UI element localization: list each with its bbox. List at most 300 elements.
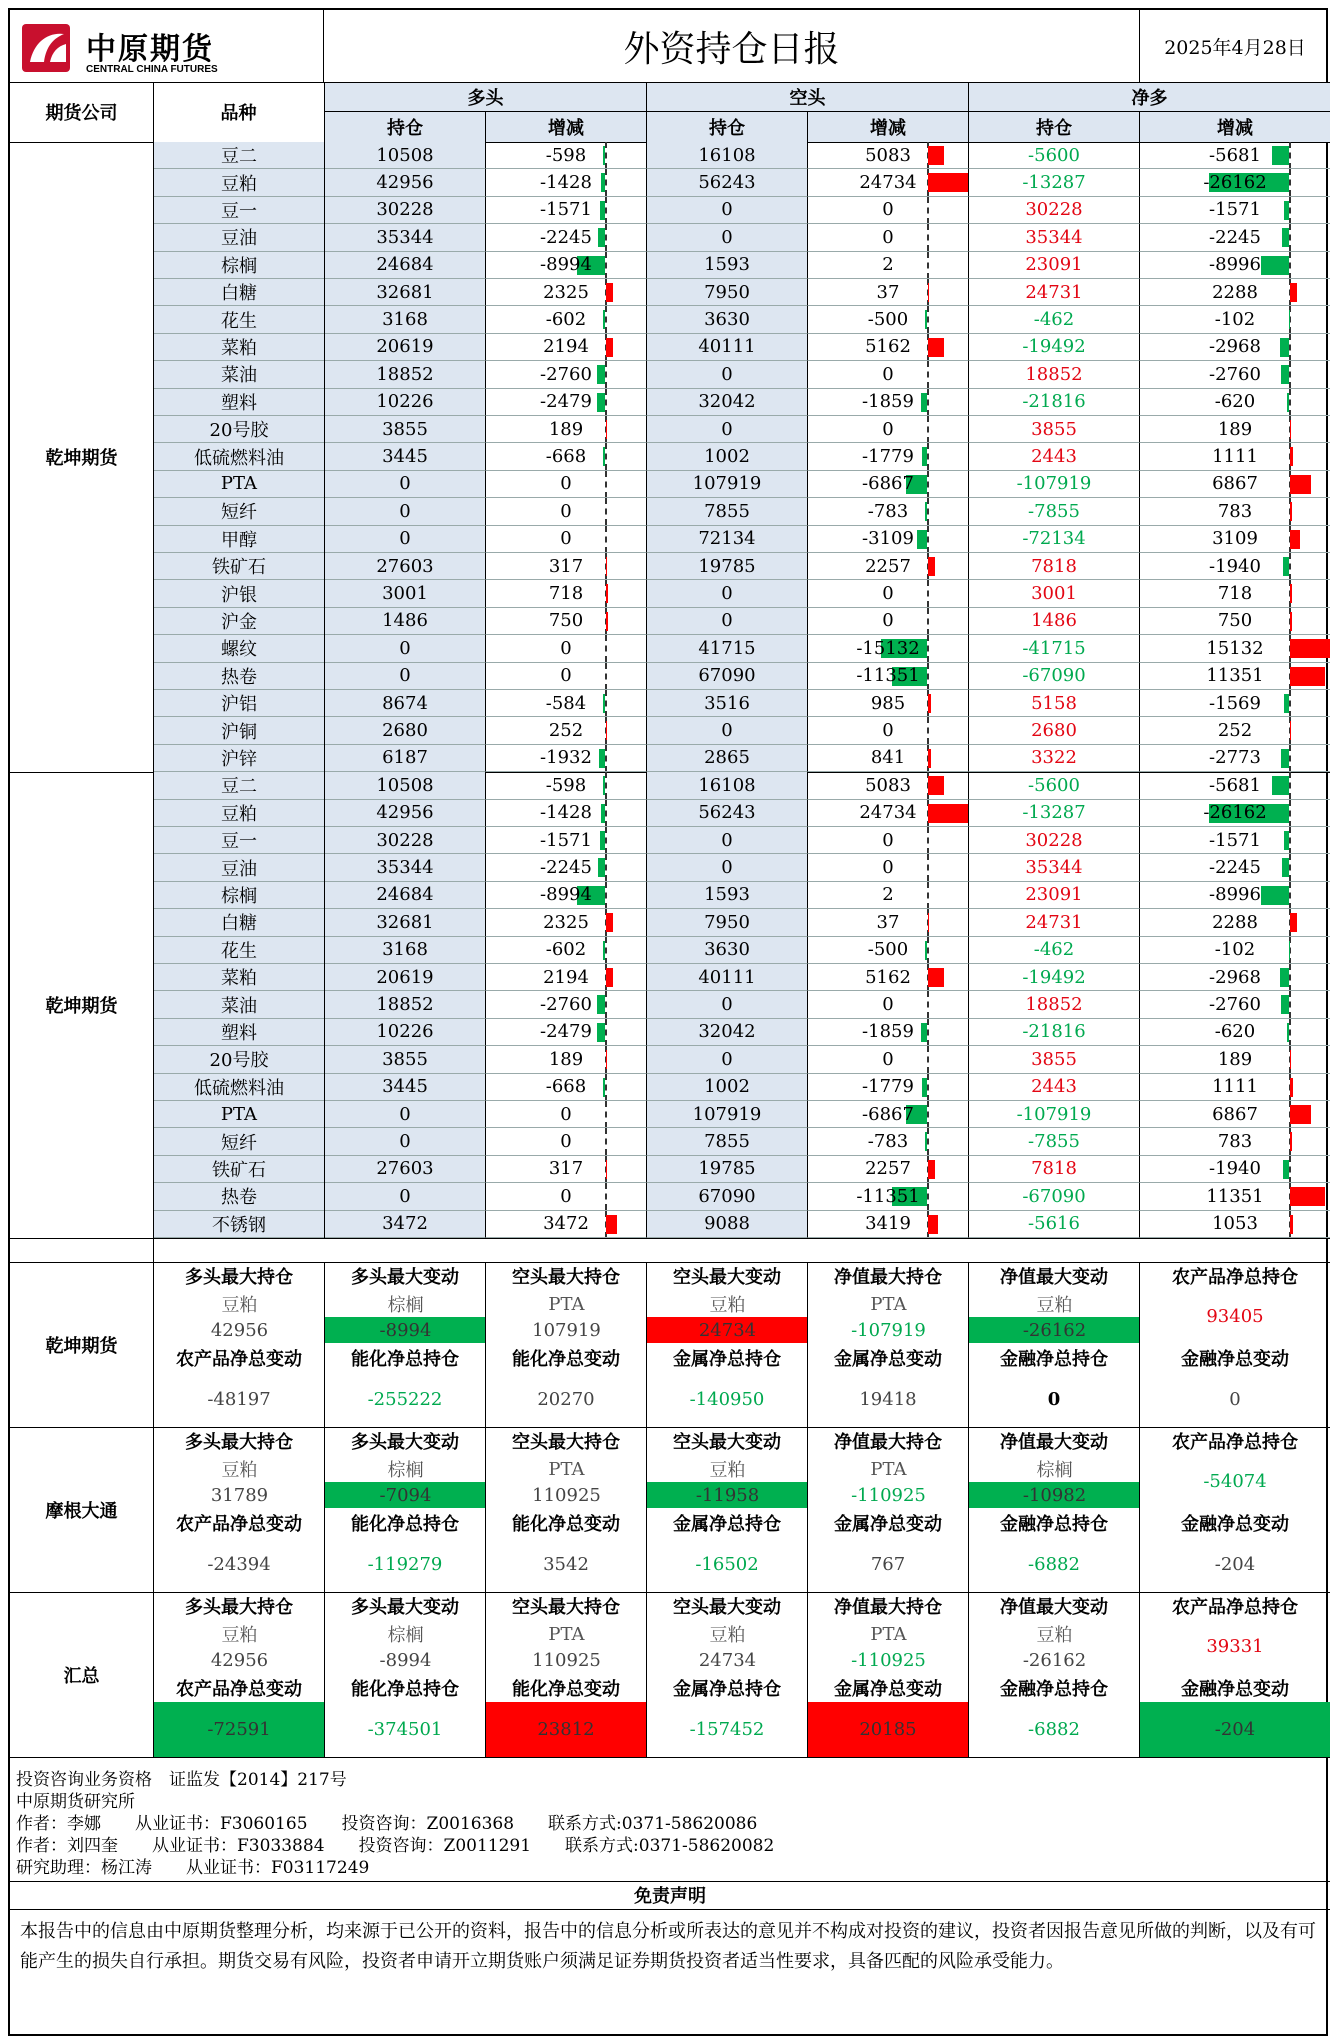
long-position-cell [324,553,485,580]
long-position-cell [324,498,485,525]
net-position-cell [968,1183,1139,1210]
short-change-cell [807,416,968,443]
zero-axis [605,498,607,525]
long-change-cell [485,1101,646,1128]
short-position-cell [646,1211,807,1238]
long-position-cell [324,772,485,799]
short-change-cell [807,526,968,553]
zero-axis [927,882,929,909]
zero-axis [927,937,929,964]
value: 0 [560,1185,572,1207]
short-change-cell [807,334,968,361]
value: -2760 [540,994,592,1016]
increase-bar [1290,1215,1293,1234]
zero-axis [1289,389,1291,416]
variety-cell: 塑料 [153,1019,324,1046]
summary-label: 农产品净总变动 [153,1510,324,1537]
footer-assistant: 研究助理：杨江涛 从业证书：F03117249 [16,1858,370,1878]
value: 20619 [376,966,434,988]
value: 6867 [1212,473,1258,495]
net-position-cell [968,1156,1139,1183]
value: 0 [399,637,411,659]
net-position-cell [968,553,1139,580]
short-position-cell [646,361,807,388]
net-position-cell [968,991,1139,1018]
value: 11351 [1206,665,1264,687]
long-change-cell [485,964,646,991]
net-change-cell [1139,526,1330,553]
long-change-cell [485,252,646,279]
summary-value: 42956 [210,1649,269,1671]
summary-value: -26162 [969,1317,1140,1343]
long-change-cell [485,416,646,443]
value: 56243 [698,172,756,194]
long-change-cell [485,361,646,388]
value: -598 [545,144,587,166]
summary-value: -110925 [851,1484,926,1506]
increase-bar [1290,1050,1291,1069]
net-change-cell [1139,361,1330,388]
long-change-cell [485,663,646,690]
value: -2968 [1209,966,1261,988]
long-change-cell [485,471,646,498]
value: -2245 [540,857,592,879]
summary-variety: 棕榈 [1036,1460,1073,1481]
long-position-cell [324,197,485,224]
increase-bar [606,612,608,631]
summary-item [485,1619,646,1675]
long-change-cell [485,991,646,1018]
decrease-bar [603,1078,605,1097]
increase-bar [606,1160,607,1179]
summary-value: 107919 [532,1319,601,1341]
short-change-cell [807,471,968,498]
variety-cell: 热卷 [153,663,324,690]
net-change-cell [1139,553,1330,580]
summary-label: 空头最大持仓 [485,1427,646,1454]
value: 0 [882,720,894,742]
divider [324,82,325,1238]
value: 189 [548,1048,584,1070]
value: -500 [867,939,909,961]
summary-value: 31789 [210,1484,269,1506]
long-position-cell [324,937,485,964]
decrease-bar [1284,694,1289,713]
value: 0 [882,829,894,851]
value: 7950 [704,281,750,303]
variety-cell: 白糖 [153,909,324,936]
summary-item [485,1454,646,1510]
value: 6867 [1212,1103,1258,1125]
value: 0 [721,418,733,440]
zero-axis [1289,1156,1291,1183]
variety-cell: 甲醇 [153,526,324,553]
zero-axis [927,416,929,443]
value: -668 [545,1076,587,1098]
long-change-cell [485,334,646,361]
short-change-cell [807,909,968,936]
summary-label: 农产品净总变动 [153,1345,324,1372]
value: 5083 [865,774,911,796]
value: 0 [399,1185,411,1207]
value: 3855 [382,1048,428,1070]
value: -107919 [1016,1103,1092,1125]
long-change-cell [485,279,646,306]
zero-axis [605,690,607,717]
value: -15132 [856,637,920,659]
value: -1571 [540,829,592,851]
decrease-bar [1282,228,1289,247]
value: 23091 [1025,254,1083,276]
decrease-bar [603,694,605,713]
short-position-cell [646,197,807,224]
zero-axis [927,717,929,744]
net-position-cell [968,608,1139,635]
long-change-cell [485,854,646,881]
value: 3322 [1031,747,1077,769]
value: 24734 [859,172,917,194]
summary-label: 空头最大持仓 [485,1262,646,1289]
summary-label: 金融净总变动 [1139,1345,1330,1372]
value: 0 [882,199,894,221]
short-position-cell [646,827,807,854]
short-position-cell [646,306,807,333]
long-change-cell [485,526,646,553]
zero-axis [927,306,929,333]
zero-axis [1289,142,1291,169]
zero-axis [1289,690,1291,717]
decrease-bar [1281,995,1289,1014]
decrease-bar [600,201,605,220]
value: -602 [545,939,587,961]
value: 11351 [1206,1185,1264,1207]
zero-axis [1289,772,1291,799]
summary-company: 汇总 [63,1665,100,1687]
net-change-cell [1139,334,1330,361]
net-position-cell [968,197,1139,224]
value: 252 [548,720,584,742]
zero-axis [1289,991,1291,1018]
value: 750 [1217,610,1253,632]
net-position-cell [968,635,1139,662]
net-change-header: 增减 [1139,112,1330,142]
value: 35344 [1025,857,1083,879]
variety-cell: 菜粕 [153,334,324,361]
summary-item [324,1289,485,1345]
long-position-cell [324,416,485,443]
long-change-cell [485,1211,646,1238]
zero-axis [927,361,929,388]
zero-axis [927,197,929,224]
summary-bottom-value: -6882 [968,1702,1139,1758]
long-change-cell [485,1183,646,1210]
long-position-cell [324,635,485,662]
increase-bar [928,749,931,768]
zero-axis [605,361,607,388]
zero-axis [605,663,607,690]
value: 42956 [376,172,434,194]
value: 30228 [376,829,434,851]
decrease-bar [925,502,927,521]
long-change-cell [485,443,646,470]
value: 0 [560,637,572,659]
variety-cell: 铁矿石 [153,553,324,580]
value: -1779 [862,446,914,468]
net-position-cell [968,443,1139,470]
value: 317 [548,555,584,577]
net-change-cell [1139,197,1330,224]
value: -67090 [1022,665,1086,687]
variety-cell: 豆油 [153,224,324,251]
zero-axis [605,1019,607,1046]
long-position-cell [324,1211,485,1238]
long-position-cell [324,800,485,827]
variety-cell: 豆粕 [153,800,324,827]
value: -13287 [1022,802,1086,824]
long-position-cell [324,279,485,306]
net-position-cell [968,882,1139,909]
net-position-cell [968,663,1139,690]
value: 2325 [543,911,589,933]
zero-axis [1289,169,1291,196]
summary-value: -26162 [1022,1649,1087,1671]
summary-value: -107919 [851,1319,926,1341]
net-change-cell [1139,1101,1330,1128]
value: 10508 [376,774,434,796]
net-change-cell [1139,1211,1330,1238]
short-change-cell [807,1183,968,1210]
value: 841 [870,747,906,769]
value: 317 [548,1158,584,1180]
value: 24684 [376,884,434,906]
summary-variety: 棕榈 [387,1295,424,1316]
value: 2 [882,254,894,276]
summary-bottom-value: 3542 [485,1537,646,1593]
value: 8674 [382,692,428,714]
short-position-cell [646,717,807,744]
summary-variety: PTA [870,1293,907,1315]
increase-bar [928,776,944,795]
summary-label: 农产品净总变动 [153,1675,324,1702]
zero-axis [1289,334,1291,361]
long-position-cell [324,526,485,553]
value: -8994 [540,884,592,906]
net-change-cell [1139,252,1330,279]
short-change-cell [807,169,968,196]
summary-item [968,1619,1139,1675]
value: -5681 [1209,774,1261,796]
long-position-cell [324,1156,485,1183]
summary-variety: 豆粕 [221,1625,258,1646]
variety-cell: 沪银 [153,580,324,607]
variety-cell: 豆油 [153,854,324,881]
zero-axis [605,854,607,881]
value: 2257 [865,555,911,577]
zero-axis [605,991,607,1018]
value: 0 [721,829,733,851]
summary-variety: 棕榈 [387,1460,424,1481]
long-position-cell [324,909,485,936]
short-change-cell [807,964,968,991]
zero-axis [605,169,607,196]
long-change-cell [485,306,646,333]
value: 2288 [1212,911,1258,933]
net-change-cell [1139,498,1330,525]
zero-axis [1289,553,1291,580]
net-position-cell [968,937,1139,964]
value: -1940 [1209,1158,1261,1180]
short-position-cell [646,745,807,772]
zero-axis [927,389,929,416]
summary-item [646,1619,807,1675]
long-change-cell [485,197,646,224]
variety-cell: 沪铜 [153,717,324,744]
value: 18852 [376,363,434,385]
decrease-bar [603,941,605,960]
summary-company: 乾坤期货 [45,1335,118,1357]
value: 3445 [382,446,428,468]
long-position-cell [324,854,485,881]
value: 19785 [698,555,756,577]
report-title: 外资持仓日报 [623,28,840,70]
increase-bar [1290,913,1297,932]
summary-label: 金融净总持仓 [968,1675,1139,1702]
summary-item [807,1454,968,1510]
increase-bar [606,721,607,740]
value: 1486 [1031,610,1077,632]
short-change-cell [807,882,968,909]
short-change-cell [807,854,968,881]
net-change-cell [1139,991,1330,1018]
value: -11351 [856,665,920,687]
value: -5616 [1028,1213,1080,1235]
value: -21816 [1022,391,1086,413]
short-change-cell [807,197,968,224]
value: -783 [867,1131,909,1153]
group-divider [10,1238,1330,1239]
summary-bottom-value: 0 [1139,1372,1330,1428]
net-change-cell [1139,608,1330,635]
summary-bottom-value: 20270 [485,1372,646,1428]
summary-variety: 豆粕 [221,1295,258,1316]
zero-axis [1289,252,1291,279]
decrease-bar [1272,146,1289,165]
value: 2194 [543,336,589,358]
summary-item [968,1289,1139,1345]
short-position-cell [646,526,807,553]
net-position-cell [968,772,1139,799]
summary-label: 金属净总变动 [807,1510,968,1537]
net-header: 净多 [968,82,1330,112]
value: 0 [560,500,572,522]
short-position-cell [646,1046,807,1073]
summary-value: 110925 [532,1649,601,1671]
value: 0 [399,473,411,495]
increase-bar [928,146,944,165]
summary-item [646,1289,807,1345]
value: -41715 [1022,637,1086,659]
footer-qual: 投资咨询业务资格 证监发【2014】217号 [16,1770,347,1790]
net-position-cell [968,526,1139,553]
value: 40111 [698,966,756,988]
net-position-cell [968,306,1139,333]
value: 27603 [376,555,434,577]
value: 10508 [376,144,434,166]
decrease-bar [922,1078,927,1097]
short-change-cell [807,800,968,827]
value: 0 [882,994,894,1016]
value: 2443 [1031,446,1077,468]
value: -5600 [1028,144,1080,166]
short-position-cell [646,1128,807,1155]
value: 35344 [1025,226,1083,248]
short-change-cell [807,1019,968,1046]
summary-variety: 豆粕 [709,1625,746,1646]
decrease-bar [598,858,605,877]
value: 5158 [1031,692,1077,714]
summary-variety: 豆粕 [1036,1625,1073,1646]
value: -1779 [862,1076,914,1098]
value: 3001 [382,583,428,605]
value: 783 [1217,500,1253,522]
summary-bottom-value: -140950 [646,1372,807,1428]
value: 9088 [704,1213,750,1235]
value: -19492 [1022,966,1086,988]
long-position-cell [324,1074,485,1101]
value: 1486 [382,610,428,632]
summary-bottom-value: -255222 [324,1372,485,1428]
long-position-cell [324,690,485,717]
net-change-cell [1139,717,1330,744]
decrease-bar [599,749,605,768]
value: -5681 [1209,144,1261,166]
decrease-bar [921,393,927,412]
net-change-cell [1139,635,1330,662]
summary-bottom-value: 767 [807,1537,968,1593]
short-change-cell [807,224,968,251]
short-change-cell [807,745,968,772]
summary-label: 农产品净总持仓 [1139,1427,1330,1454]
variety-cell: 豆二 [153,772,324,799]
value: 0 [721,1048,733,1070]
summary-value: -8994 [379,1649,432,1671]
value: 2325 [543,281,589,303]
long-change-cell [485,389,646,416]
zero-axis [605,142,607,169]
increase-bar [1290,502,1292,521]
value: 2680 [1031,720,1077,742]
value: 0 [560,1103,572,1125]
value: 30228 [1025,199,1083,221]
zero-axis [605,1183,607,1210]
long-position-cell [324,1128,485,1155]
short-change-cell [807,1101,968,1128]
summary-label: 农产品净总持仓 [1139,1592,1330,1619]
net-change-cell [1139,169,1330,196]
zero-axis [1289,964,1291,991]
increase-bar [1290,420,1291,439]
value: -21816 [1022,1021,1086,1043]
short-change-header: 增减 [807,112,968,142]
value: 24731 [1025,911,1083,933]
value: 5083 [865,144,911,166]
summary-label: 金属净总持仓 [646,1510,807,1537]
summary-value: 110925 [532,1484,601,1506]
company-name: 乾坤期货 [45,996,118,1018]
short-change-cell [807,1211,968,1238]
value: 23091 [1025,884,1083,906]
net-change-cell [1139,416,1330,443]
